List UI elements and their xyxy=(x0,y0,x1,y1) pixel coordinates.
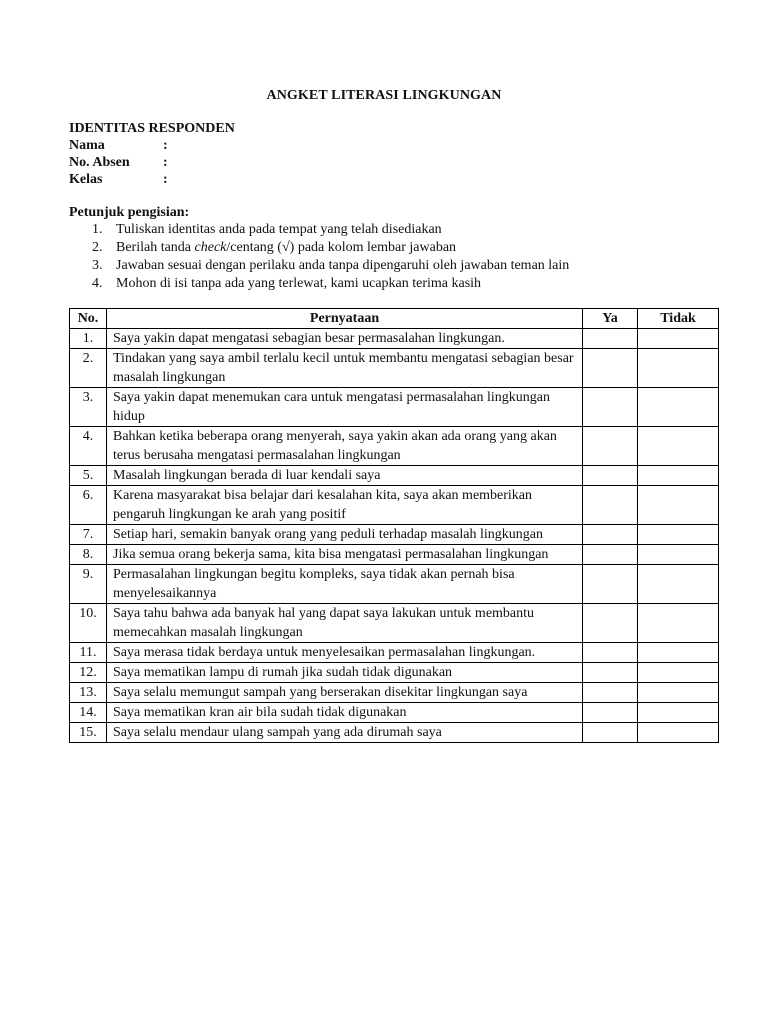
table-row xyxy=(70,349,719,388)
statement-text: Saya mematikan kran air bila sudah tidak digunakan xyxy=(107,703,583,723)
answer-ya-cell[interactable] xyxy=(583,466,638,486)
answer-tidak-cell[interactable] xyxy=(638,683,719,703)
instruction-number: 4. xyxy=(92,276,103,291)
instructions-heading: Petunjuk pengisian: xyxy=(69,205,190,220)
statement-text: Masalah lingkungan berada di luar kendali saya xyxy=(107,466,583,486)
identity-heading: IDENTITAS RESPONDEN xyxy=(69,121,235,136)
instruction-number: 3. xyxy=(92,258,103,273)
answer-tidak-cell[interactable] xyxy=(638,466,719,486)
statement-text: Setiap hari, semakin banyak orang yang peduli terhadap masalah lingkungan xyxy=(107,525,583,545)
document-title: ANGKET LITERASI LINGKUNGAN xyxy=(266,88,502,103)
row-number: 6. xyxy=(70,486,107,525)
table-row xyxy=(70,683,719,703)
field-separator: : xyxy=(163,138,168,153)
identity-field-nama xyxy=(69,138,168,154)
table-body xyxy=(70,329,719,743)
answer-ya-cell[interactable] xyxy=(583,525,638,545)
table-row xyxy=(70,329,719,349)
table-row xyxy=(70,388,719,427)
row-number: 12. xyxy=(70,663,107,683)
header-pernyataan: Pernyataan xyxy=(107,309,583,329)
answer-ya-cell[interactable] xyxy=(583,723,638,743)
table-row xyxy=(70,545,719,565)
statement-text: Saya yakin dapat menemukan cara untuk mengatasi permasalahan lingkungan hidup xyxy=(107,388,583,427)
table-row xyxy=(70,525,719,545)
table-row xyxy=(70,466,719,486)
answer-tidak-cell[interactable] xyxy=(638,604,719,643)
instruction-text-emphasis: check xyxy=(194,240,227,255)
row-number: 3. xyxy=(70,388,107,427)
field-label: Nama xyxy=(69,138,105,153)
statement-text: Saya selalu memungut sampah yang berserakan disekitar lingkungan saya xyxy=(107,683,583,703)
header-tidak: Tidak xyxy=(638,309,719,329)
answer-ya-cell[interactable] xyxy=(583,604,638,643)
identity-field-no-absen xyxy=(69,155,168,171)
row-number: 5. xyxy=(70,466,107,486)
instruction-item xyxy=(92,275,569,293)
instruction-text: Jawaban sesuai dengan perilaku anda tanpa dipengaruhi oleh jawaban teman lain xyxy=(116,258,570,273)
statement-text: Jika semua orang bekerja sama, kita bisa mengatasi permasalahan lingkungan xyxy=(107,545,583,565)
statement-text: Saya merasa tidak berdaya untuk menyelesaikan permasalahan lingkungan. xyxy=(107,643,583,663)
instruction-number: 2. xyxy=(92,240,103,255)
statement-text: Saya mematikan lampu di rumah jika sudah tidak digunakan xyxy=(107,663,583,683)
answer-tidak-cell[interactable] xyxy=(638,663,719,683)
header-ya: Ya xyxy=(583,309,638,329)
instruction-number: 1. xyxy=(92,222,103,237)
answer-ya-cell[interactable] xyxy=(583,349,638,388)
instruction-text: Tuliskan identitas anda pada tempat yang telah disediakan xyxy=(116,222,442,237)
instruction-text-post: /centang (√) pada kolom lembar jawaban xyxy=(226,240,457,255)
row-number: 9. xyxy=(70,565,107,604)
answer-ya-cell[interactable] xyxy=(583,683,638,703)
table-row xyxy=(70,604,719,643)
table-row xyxy=(70,486,719,525)
answer-tidak-cell[interactable] xyxy=(638,723,719,743)
table-row xyxy=(70,663,719,683)
table-row xyxy=(70,427,719,466)
instruction-item xyxy=(92,257,569,275)
answer-ya-cell[interactable] xyxy=(583,427,638,466)
statement-text: Saya tahu bahwa ada banyak hal yang dapat saya lakukan untuk membantu memecahkan masalah lingkungan xyxy=(107,604,583,643)
table-row xyxy=(70,723,719,743)
row-number: 11. xyxy=(70,643,107,663)
answer-tidak-cell[interactable] xyxy=(638,565,719,604)
row-number: 13. xyxy=(70,683,107,703)
statement-text: Saya yakin dapat mengatasi sebagian besar permasalahan lingkungan. xyxy=(107,329,583,349)
field-label: Kelas xyxy=(69,172,103,187)
statement-text: Bahkan ketika beberapa orang menyerah, saya yakin akan ada orang yang akan terus berusaha mengatasi permasalahan lingkungan xyxy=(107,427,583,466)
answer-ya-cell[interactable] xyxy=(583,565,638,604)
instruction-item xyxy=(92,239,569,257)
instruction-text: Mohon di isi tanpa ada yang terlewat, kami ucapkan terima kasih xyxy=(116,276,482,291)
instruction-text-pre: Berilah tanda xyxy=(116,240,195,255)
answer-tidak-cell[interactable] xyxy=(638,388,719,427)
answer-tidak-cell[interactable] xyxy=(638,643,719,663)
answer-tidak-cell[interactable] xyxy=(638,329,719,349)
answer-tidak-cell[interactable] xyxy=(638,486,719,525)
row-number: 2. xyxy=(70,349,107,388)
field-separator: : xyxy=(163,172,168,187)
answer-ya-cell[interactable] xyxy=(583,663,638,683)
table-row xyxy=(70,703,719,723)
row-number: 14. xyxy=(70,703,107,723)
answer-tidak-cell[interactable] xyxy=(638,703,719,723)
row-number: 8. xyxy=(70,545,107,565)
header-no: No. xyxy=(70,309,107,329)
answer-tidak-cell[interactable] xyxy=(638,545,719,565)
answer-tidak-cell[interactable] xyxy=(638,349,719,388)
statement-text: Karena masyarakat bisa belajar dari kesalahan kita, saya akan memberikan pengaruh lingkungan ke arah yang positif xyxy=(107,486,583,525)
answer-tidak-cell[interactable] xyxy=(638,525,719,545)
identity-field-kelas xyxy=(69,172,168,188)
answer-ya-cell[interactable] xyxy=(583,329,638,349)
table-row xyxy=(70,643,719,663)
field-label: No. Absen xyxy=(69,155,130,170)
table-header-row xyxy=(70,309,719,329)
instruction-item xyxy=(92,221,569,239)
row-number: 1. xyxy=(70,329,107,349)
answer-ya-cell[interactable] xyxy=(583,703,638,723)
statement-text: Saya selalu mendaur ulang sampah yang ada dirumah saya xyxy=(107,723,583,743)
answer-tidak-cell[interactable] xyxy=(638,427,719,466)
row-number: 7. xyxy=(70,525,107,545)
row-number: 10. xyxy=(70,604,107,643)
answer-ya-cell[interactable] xyxy=(583,486,638,525)
instructions-list xyxy=(92,221,569,293)
answer-ya-cell[interactable] xyxy=(583,643,638,663)
answer-ya-cell[interactable] xyxy=(583,545,638,565)
field-separator: : xyxy=(163,155,168,170)
answer-ya-cell[interactable] xyxy=(583,388,638,427)
row-number: 4. xyxy=(70,427,107,466)
statement-text: Permasalahan lingkungan begitu kompleks, saya tidak akan pernah bisa menyelesaikannya xyxy=(107,565,583,604)
questionnaire-table xyxy=(69,308,719,743)
row-number: 15. xyxy=(70,723,107,743)
table-row xyxy=(70,565,719,604)
statement-text: Tindakan yang saya ambil terlalu kecil untuk membantu mengatasi sebagian besar masalah lingkungan xyxy=(107,349,583,388)
